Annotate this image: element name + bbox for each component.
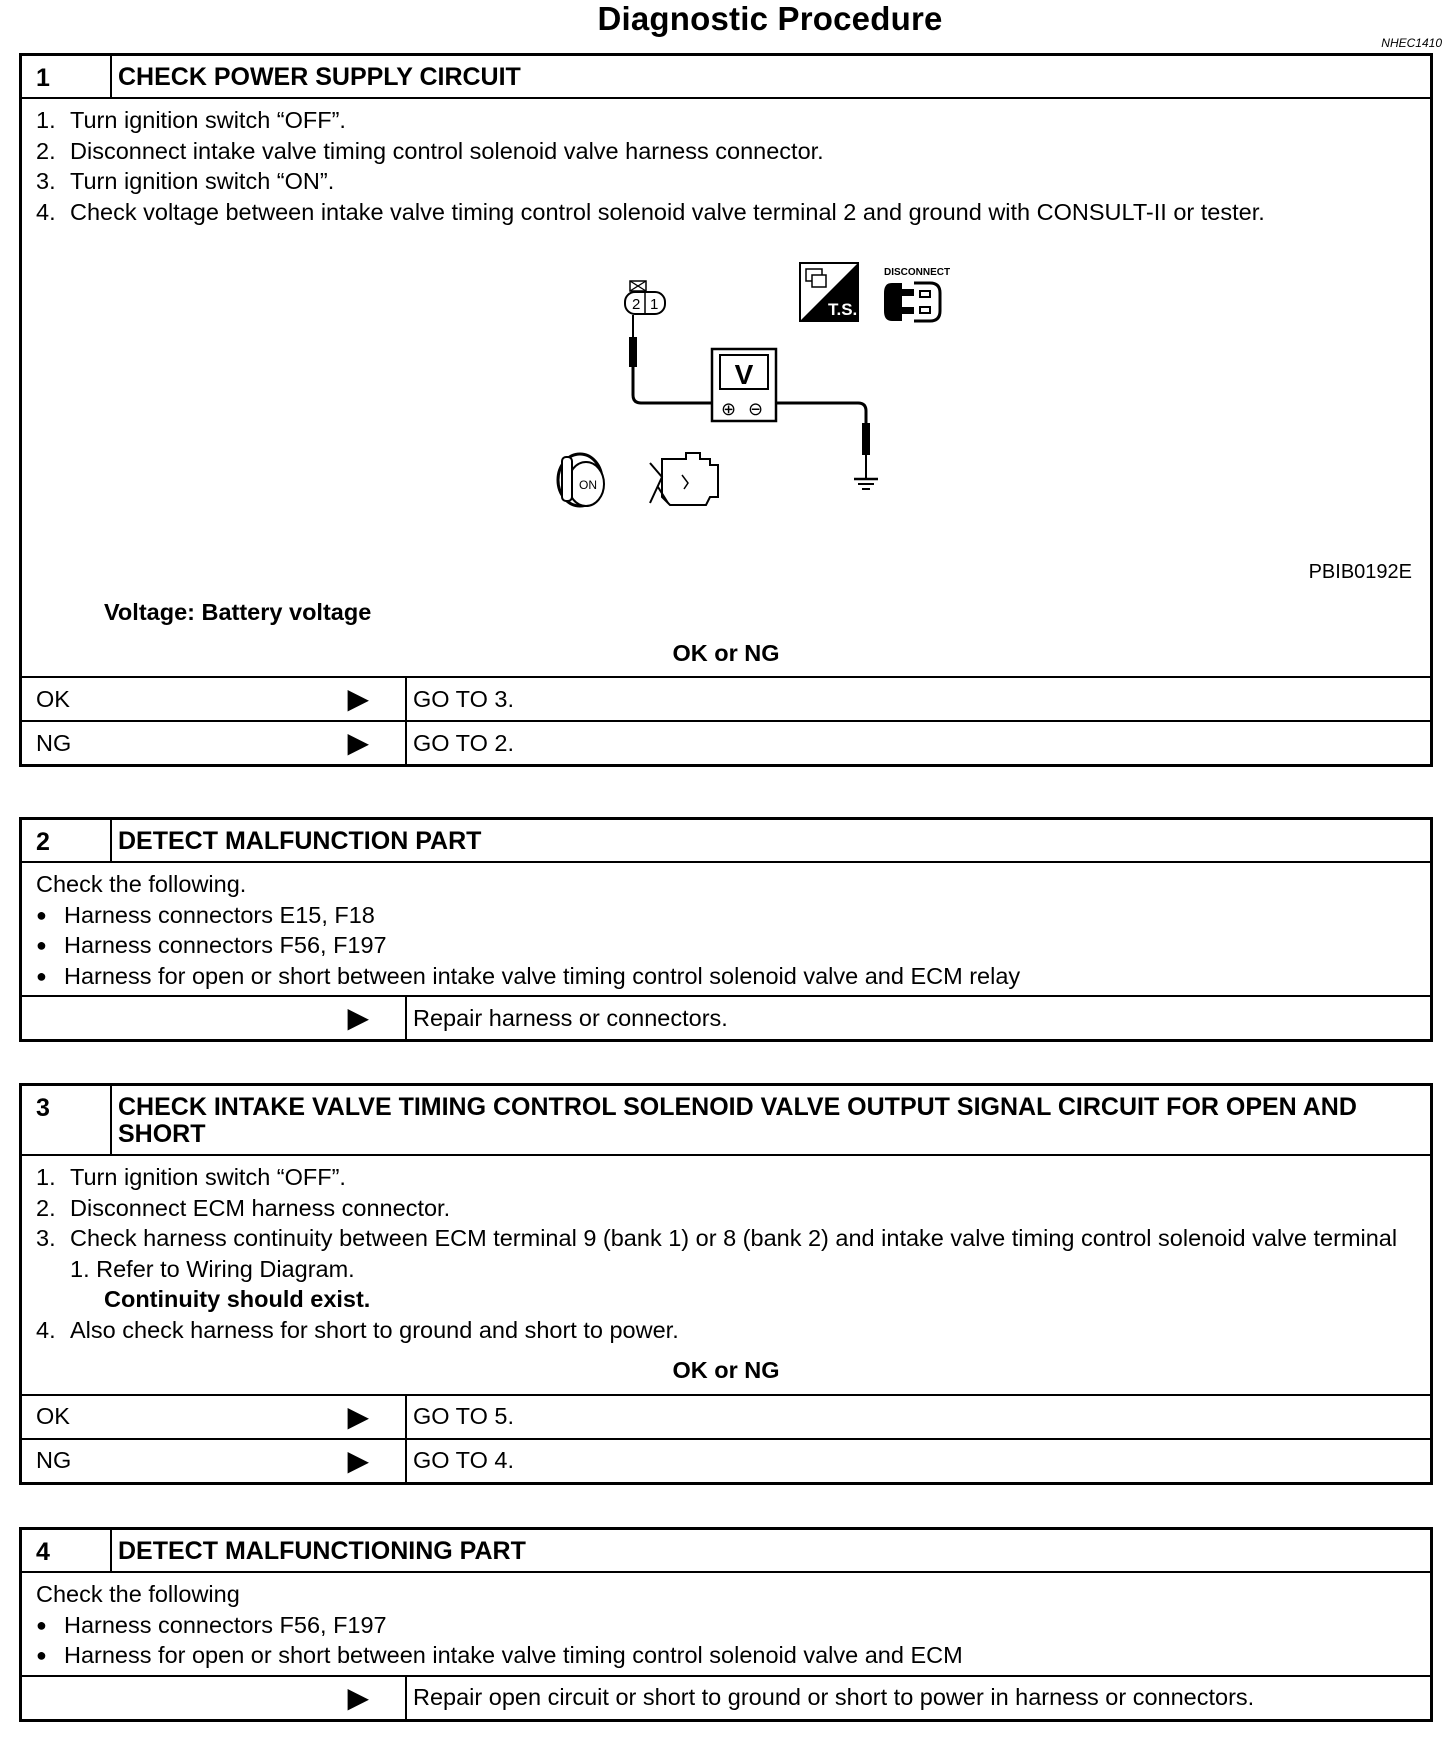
ok-or-ng-label: OK or NG bbox=[672, 639, 780, 666]
step-number: 3 bbox=[22, 1086, 112, 1154]
result-action: GO TO 4. bbox=[413, 1447, 514, 1473]
step-2 bbox=[19, 817, 1433, 1042]
arrow-icon: ▶ bbox=[347, 727, 369, 758]
result-key: OK ▶ bbox=[22, 678, 407, 720]
step-body bbox=[22, 99, 1430, 676]
result-key: NG ▶ bbox=[22, 1440, 407, 1482]
document-code: NHEC1410 bbox=[1381, 36, 1442, 50]
check-item: ● Harness connectors F56, F197 bbox=[36, 1611, 387, 1638]
result-action: GO TO 3. bbox=[413, 685, 514, 712]
arrow-icon: ▶ bbox=[347, 1681, 369, 1713]
check-item: ● Harness connectors E15, F18 bbox=[36, 901, 375, 928]
step-header bbox=[22, 56, 1430, 99]
connector-pin-1: 1 bbox=[650, 296, 659, 313]
result-action: Repair open circuit or short to ground or short to power in harness or connectors. bbox=[413, 1684, 1255, 1710]
instruction-item: 3. Check harness continuity between ECM terminal 9 (bank 1) or 8 (bank 2) and intake valve timing control solenoid valve terminal 1. Refer to Wiring Diagram. bbox=[36, 1225, 1398, 1282]
arrow-icon: ▶ bbox=[347, 683, 369, 714]
result-row bbox=[22, 995, 1430, 1039]
meter-positive: ⊕ bbox=[721, 399, 737, 420]
step-title: DETECT MALFUNCTIONING PART bbox=[118, 1537, 526, 1565]
step-body bbox=[22, 1573, 1430, 1675]
step-header bbox=[22, 1086, 1430, 1156]
step-number: 4 bbox=[22, 1530, 112, 1571]
check-intro: Check the following bbox=[36, 1581, 240, 1607]
instruction-list bbox=[36, 105, 1416, 227]
instruction-item: 1. Turn ignition switch “OFF”. bbox=[36, 107, 346, 133]
result-key bbox=[22, 997, 407, 1039]
arrow-icon: ▶ bbox=[347, 1444, 369, 1476]
check-list bbox=[36, 900, 1416, 992]
result-key: OK ▶ bbox=[22, 1396, 407, 1438]
step-title: CHECK INTAKE VALVE TIMING CONTROL SOLENOID VALVE OUTPUT SIGNAL CIRCUIT FOR OPEN AND SHORT bbox=[118, 1093, 1357, 1148]
arrow-icon: ▶ bbox=[347, 1400, 369, 1432]
key-label: ON bbox=[579, 478, 597, 492]
connector-pin-2: 2 bbox=[632, 296, 641, 313]
connector-icon bbox=[625, 281, 665, 314]
check-list bbox=[36, 1610, 1416, 1671]
disconnect-icon bbox=[884, 267, 950, 321]
instruction-item: 4. Check voltage between intake valve timing control solenoid valve terminal 2 and ground with CONSULT-II or tester. bbox=[36, 198, 1265, 225]
continuity-spec: Continuity should exist. bbox=[104, 1286, 371, 1312]
ts-label: T.S. bbox=[828, 300, 858, 319]
result-action: GO TO 2. bbox=[413, 729, 514, 756]
figure-code: PBIB0192E bbox=[1308, 561, 1412, 583]
engine-icon bbox=[650, 453, 718, 505]
step-body bbox=[22, 1156, 1430, 1394]
step-number: 2 bbox=[22, 820, 112, 861]
step-title: CHECK POWER SUPPLY CIRCUIT bbox=[118, 63, 521, 91]
result-action: GO TO 5. bbox=[413, 1403, 514, 1429]
result-row-ok bbox=[22, 676, 1430, 720]
check-item: ● Harness for open or short between intake valve timing control solenoid valve and ECM bbox=[36, 1642, 963, 1668]
result-row-ok bbox=[22, 1394, 1430, 1438]
disconnect-label: DISCONNECT bbox=[884, 267, 951, 278]
diagram-svg bbox=[22, 227, 1412, 597]
voltage-spec: Voltage: Battery voltage bbox=[104, 599, 372, 625]
instruction-list bbox=[36, 1162, 1416, 1345]
result-row bbox=[22, 1675, 1430, 1719]
step-1 bbox=[19, 53, 1433, 767]
instruction-item: 1. Turn ignition switch “OFF”. bbox=[36, 1164, 346, 1190]
page-title: Diagnostic Procedure bbox=[597, 0, 943, 37]
voltmeter-icon bbox=[712, 349, 776, 421]
check-intro: Check the following. bbox=[36, 871, 247, 897]
meter-label: V bbox=[734, 359, 754, 390]
result-row-ng bbox=[22, 720, 1430, 764]
result-row-ng bbox=[22, 1438, 1430, 1482]
ok-or-ng-label: OK or NG bbox=[672, 1357, 780, 1383]
instruction-item: 3. Turn ignition switch “ON”. bbox=[36, 168, 335, 194]
meter-negative: ⊖ bbox=[748, 399, 764, 420]
result-key bbox=[22, 1677, 407, 1719]
ground-icon bbox=[776, 403, 878, 489]
step-3 bbox=[19, 1083, 1433, 1485]
step-title: DETECT MALFUNCTION PART bbox=[118, 827, 482, 855]
instruction-item: 2. Disconnect ECM harness connector. bbox=[36, 1194, 451, 1221]
step-header bbox=[22, 1530, 1430, 1573]
step-number: 1 bbox=[22, 56, 112, 97]
step-4 bbox=[19, 1527, 1433, 1722]
arrow-icon: ▶ bbox=[347, 1002, 369, 1033]
check-item: ● Harness for open or short between intake valve timing control solenoid valve and ECM relay bbox=[36, 962, 1021, 989]
instruction-item: 4. Also check harness for short to ground and short to power. bbox=[36, 1316, 679, 1343]
voltage-check-diagram bbox=[36, 227, 1416, 597]
ignition-key-icon bbox=[558, 454, 604, 506]
positive-probe bbox=[629, 315, 712, 403]
instruction-item: 2. Disconnect intake valve timing control solenoid valve harness connector. bbox=[36, 137, 824, 164]
tester-ts-icon bbox=[800, 263, 858, 321]
step-header bbox=[22, 820, 1430, 863]
check-item: ● Harness connectors F56, F197 bbox=[36, 932, 387, 958]
result-action: Repair harness or connectors. bbox=[413, 1004, 728, 1031]
step-body bbox=[22, 863, 1430, 995]
result-key: NG ▶ bbox=[22, 722, 407, 764]
